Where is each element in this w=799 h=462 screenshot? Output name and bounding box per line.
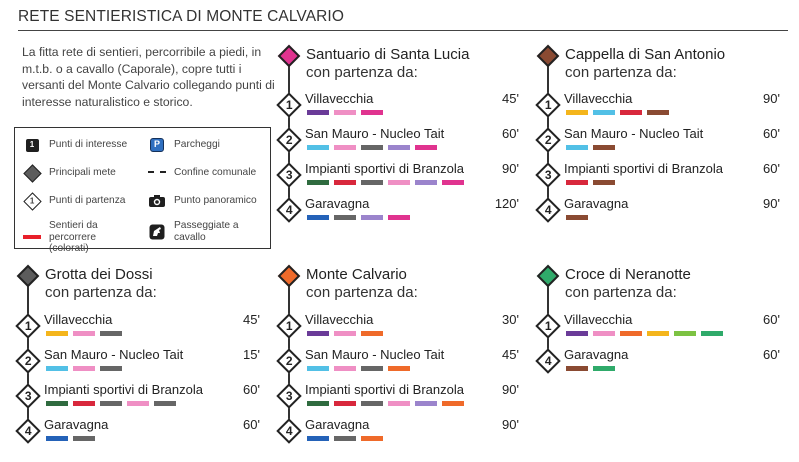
- intro-paragraph: La fitta rete di sentieri, percorribile a piedi, in m.t.b. o a cavallo (Caporale), copre tutti i versanti del Monte Calvario collegando punti di interesse naturalistico e storico.: [22, 45, 275, 109]
- start-number-icon: 1: [535, 313, 560, 338]
- route-duration: 60': [502, 126, 519, 141]
- trail-color-bar: [334, 110, 356, 115]
- route-duration: 15': [243, 347, 260, 362]
- destination-title: Monte Calvario: [306, 266, 407, 283]
- trail-color-bars: [307, 110, 383, 115]
- trail-color-bar: [593, 180, 615, 185]
- destination-title: Croce di Neranotte: [565, 266, 691, 283]
- trail-color-bar: [73, 366, 95, 371]
- horse-icon: [149, 224, 165, 240]
- route-duration: 90': [763, 91, 780, 106]
- route-start-name: Villavecchia: [564, 91, 633, 106]
- destination-title: Grotta dei Dossi: [45, 266, 153, 283]
- legend-label: Punto panoramico: [174, 195, 257, 207]
- camera-icon: [148, 194, 166, 208]
- legend-label: Punti di interesse: [49, 139, 128, 151]
- trail-color-bar: [361, 110, 383, 115]
- trail-color-bars: [566, 145, 615, 150]
- trail-color-bars: [566, 331, 723, 336]
- route-start-name: San Mauro - Nucleo Tait: [305, 126, 445, 141]
- trail-color-bar: [361, 401, 383, 406]
- legend-main-destinations: [21, 164, 116, 182]
- trail-color-bars: [46, 401, 176, 406]
- trail-color-bar: [73, 331, 95, 336]
- trail-color-bar: [647, 110, 669, 115]
- route-duration: 30': [502, 312, 519, 327]
- route-duration: 60': [763, 347, 780, 362]
- route-duration: 45': [243, 312, 260, 327]
- route-start-name: Garavagna: [44, 417, 109, 432]
- route-start-name: Impianti sportivi di Branzola: [44, 382, 203, 397]
- trail-color-bar: [566, 180, 588, 185]
- legend-label: Parcheggi: [174, 139, 220, 151]
- trail-color-bar: [647, 331, 669, 336]
- legend-label: Passeggiate a cavallo: [174, 220, 239, 243]
- route-start-name: Impianti sportivi di Branzola: [564, 161, 723, 176]
- title-divider: [18, 30, 788, 31]
- start-number-icon: 3: [15, 383, 40, 408]
- trail-color-bar: [415, 401, 437, 406]
- start-number-icon: 4: [15, 418, 40, 443]
- trail-color-bar: [100, 401, 122, 406]
- trail-color-bars: [307, 145, 437, 150]
- trail-color-bar: [307, 145, 329, 150]
- trail-color-bars: [307, 331, 383, 336]
- route-duration: 60': [763, 161, 780, 176]
- trail-color-bar: [566, 331, 588, 336]
- route-start-name: Garavagna: [564, 347, 629, 362]
- trail-color-bar: [127, 401, 149, 406]
- trail-color-bar: [46, 436, 68, 441]
- trail-color-bar: [334, 180, 356, 185]
- trail-color-bar: [701, 331, 723, 336]
- trail-color-bar: [361, 180, 383, 185]
- trail-color-bar: [334, 436, 356, 441]
- trail-color-bar: [307, 180, 329, 185]
- trail-color-bars: [307, 215, 410, 220]
- trail-color-bar: [593, 331, 615, 336]
- trail-color-bar: [361, 215, 383, 220]
- route-start-name: Villavecchia: [305, 91, 374, 106]
- trail-color-bar: [334, 401, 356, 406]
- route-duration: 60': [763, 312, 780, 327]
- route-start-name: Villavecchia: [564, 312, 633, 327]
- destination-subtitle: con partenza da:: [306, 64, 418, 81]
- trail-color-bars: [307, 366, 410, 371]
- route-start-name: San Mauro - Nucleo Tait: [305, 347, 445, 362]
- trail-color-bar: [307, 366, 329, 371]
- route-duration: 45': [502, 91, 519, 106]
- trail-color-bar: [361, 145, 383, 150]
- route-duration: 90': [502, 382, 519, 397]
- trail-color-bar: [620, 331, 642, 336]
- legend-label: Punti di partenza: [49, 195, 126, 207]
- trail-color-bar: [361, 436, 383, 441]
- route-start-name: Villavecchia: [44, 312, 113, 327]
- trail-color-bars: [566, 180, 615, 185]
- start-number-icon: 1: [276, 92, 301, 117]
- route-duration: 90': [502, 417, 519, 432]
- trail-color-bar: [154, 401, 176, 406]
- parking-icon: P: [150, 138, 164, 152]
- start-number-icon: 4: [535, 348, 560, 373]
- trail-color-bars: [566, 366, 615, 371]
- trail-color-bar: [73, 401, 95, 406]
- legend-label: Principali mete: [49, 167, 116, 179]
- route-start-name: Villavecchia: [305, 312, 374, 327]
- destination-diamond-icon: [17, 265, 40, 288]
- trail-color-bar: [566, 215, 588, 220]
- trail-color-bar: [100, 366, 122, 371]
- legend-municipal-border: [146, 164, 256, 182]
- route-duration: 120': [494, 196, 519, 211]
- start-diamond-icon: 1: [23, 192, 41, 210]
- start-number-icon: 1: [276, 313, 301, 338]
- route-start-name: Garavagna: [564, 196, 629, 211]
- route-duration: 45': [502, 347, 519, 362]
- route-start-name: San Mauro - Nucleo Tait: [564, 126, 704, 141]
- route-duration: 90': [763, 196, 780, 211]
- poi-icon: 1: [26, 139, 39, 152]
- destination-subtitle: con partenza da:: [565, 284, 677, 301]
- start-number-icon: 2: [15, 348, 40, 373]
- start-number-icon: 3: [276, 383, 301, 408]
- route-start-name: Garavagna: [305, 196, 370, 211]
- legend-panoramic: [146, 192, 257, 210]
- trail-color-bar: [674, 331, 696, 336]
- trail-color-bar: [566, 366, 588, 371]
- trail-color-bars: [46, 366, 122, 371]
- start-number-icon: 3: [535, 162, 560, 187]
- legend-label: Confine comunale: [174, 167, 257, 179]
- legend-trails: [21, 220, 131, 255]
- trail-color-bar: [593, 366, 615, 371]
- trail-color-bar: [593, 110, 615, 115]
- destination-subtitle: con partenza da:: [306, 284, 418, 301]
- trail-color-bars: [46, 331, 122, 336]
- route-duration: 60': [243, 417, 260, 432]
- start-number-icon: 4: [276, 197, 301, 222]
- destination-title: Cappella di San Antonio: [565, 46, 726, 63]
- destination-diamond-icon: [278, 265, 301, 288]
- trail-color-bar: [566, 145, 588, 150]
- trail-color-bar: [442, 401, 464, 406]
- destination-diamond-icon: [537, 265, 560, 288]
- destination-diamond-icon: [537, 45, 560, 68]
- legend-parking: [146, 136, 220, 154]
- start-number-icon: 2: [276, 127, 301, 152]
- trail-color-bar: [334, 366, 356, 371]
- trail-color-bar: [307, 401, 329, 406]
- destination-diamond-icon: [23, 164, 41, 182]
- trail-color-bar: [334, 215, 356, 220]
- border-line-icon: [148, 171, 166, 175]
- start-number-icon: 4: [535, 197, 560, 222]
- trail-color-bar: [388, 215, 410, 220]
- destination-subtitle: con partenza da:: [45, 284, 157, 301]
- trail-color-bar: [388, 145, 410, 150]
- start-number-icon: 1: [15, 313, 40, 338]
- trail-color-bar: [46, 366, 68, 371]
- trail-color-bar: [620, 110, 642, 115]
- trail-color-bar: [73, 436, 95, 441]
- destination-title: Santuario di Santa Lucia: [306, 46, 470, 63]
- legend-points-of-interest: [21, 136, 127, 154]
- trail-color-bar: [334, 331, 356, 336]
- route-start-name: Impianti sportivi di Branzola: [305, 382, 464, 397]
- trail-color-bars: [307, 436, 383, 441]
- legend-starting-points: [21, 192, 125, 210]
- start-number-icon: 3: [276, 162, 301, 187]
- start-number-icon: 2: [276, 348, 301, 373]
- trail-color-bar: [100, 331, 122, 336]
- start-number-icon: 4: [276, 418, 301, 443]
- trail-color-bar: [46, 331, 68, 336]
- trail-color-bar: [307, 331, 329, 336]
- start-number-icon: 1: [535, 92, 560, 117]
- trail-color-bar: [46, 401, 68, 406]
- trail-color-bars: [307, 401, 464, 406]
- route-start-name: Garavagna: [305, 417, 370, 432]
- trail-color-bar: [361, 366, 383, 371]
- trail-color-bar: [388, 401, 410, 406]
- trail-color-bar: [307, 436, 329, 441]
- trail-color-bar: [566, 110, 588, 115]
- legend-horse-walks: [146, 220, 256, 243]
- trail-color-bar: [361, 331, 383, 336]
- page-title: RETE SENTIERISTICA DI MONTE CALVARIO: [18, 8, 344, 25]
- trail-color-bars: [566, 215, 588, 220]
- trail-color-bar: [593, 145, 615, 150]
- trail-color-bar: [307, 215, 329, 220]
- route-start-name: San Mauro - Nucleo Tait: [44, 347, 184, 362]
- trail-color-bars: [46, 436, 95, 441]
- trail-color-bar: [442, 180, 464, 185]
- trail-color-bars: [307, 180, 464, 185]
- route-duration: 60': [763, 126, 780, 141]
- trail-color-bar: [307, 110, 329, 115]
- route-duration: 90': [502, 161, 519, 176]
- trail-color-bar: [415, 145, 437, 150]
- route-start-name: Impianti sportivi di Branzola: [305, 161, 464, 176]
- trail-color-bar: [334, 145, 356, 150]
- destination-diamond-icon: [278, 45, 301, 68]
- trail-color-bar: [388, 366, 410, 371]
- start-number-icon: 2: [535, 127, 560, 152]
- destination-subtitle: con partenza da:: [565, 64, 677, 81]
- trail-color-bars: [566, 110, 669, 115]
- legend-box: [14, 127, 271, 254]
- legend-label: Sentieri da percorrere (colorati): [49, 220, 98, 254]
- trail-color-bar: [415, 180, 437, 185]
- trail-color-bar: [388, 180, 410, 185]
- route-duration: 60': [243, 382, 260, 397]
- trail-line-icon: [23, 235, 41, 239]
